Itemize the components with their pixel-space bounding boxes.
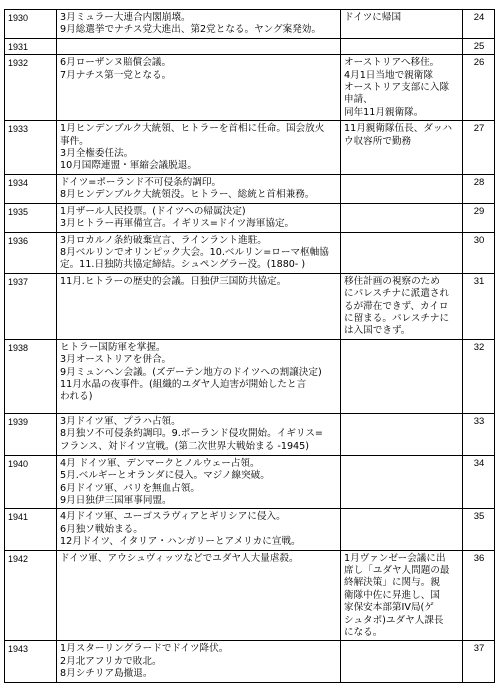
- note-line: オーストリアへ移住。: [344, 57, 440, 69]
- event-line: ドイツ軍、アウシュヴィッツなどでユダヤ人大量虐殺。: [60, 552, 299, 564]
- events-cell: [57, 413, 341, 455]
- note-cell: [341, 38, 463, 54]
- page-number-cell: 36: [463, 550, 495, 641]
- event-line: ドイツ=ポーランド不可侵条約調印。: [60, 176, 222, 188]
- events-cell: [57, 509, 341, 550]
- page-number-cell: 24: [463, 10, 495, 39]
- events-cell: [57, 10, 341, 39]
- page-number-cell: 35: [463, 509, 495, 550]
- page-number-cell: 33: [463, 413, 495, 455]
- note-cell: [341, 550, 463, 641]
- note-line: オーストリア支部に入隊: [344, 82, 450, 94]
- note-cell: [341, 232, 463, 273]
- event-line: 4月ドイツ軍、ユーゴスラヴィアとギリシアに侵入。: [60, 511, 286, 523]
- note-line: 1月ヴァンゼー会議に出: [344, 552, 446, 564]
- events-cell: [57, 232, 341, 273]
- events-cell: [57, 121, 341, 175]
- note-line: シュタポ)ユダヤ人課長: [344, 614, 444, 626]
- note-line: ウ収容所で勤務: [344, 135, 412, 147]
- event-line: 8月独ソ不可侵条約調印。9.ポーランド侵攻開始。イギリス=: [60, 428, 323, 440]
- event-line: 3月ロカルノ条約破棄宣言、ラインラント進駐。: [60, 234, 267, 246]
- note-line: 衛隊中佐に昇進し、国: [344, 589, 440, 601]
- note-cell: [341, 509, 463, 550]
- year-cell: 1938: [5, 339, 57, 413]
- event-line: 5月.ベルギーとオランダに侵入。マジノ線突破。: [60, 470, 270, 482]
- note-line: るが滞在できず、カイロ: [344, 300, 449, 312]
- note-cell: [341, 641, 463, 682]
- events-cell: [57, 455, 341, 509]
- year-cell: 1940: [5, 455, 57, 509]
- event-line: 9月総選挙でナチス党大進出、第2党となる。ヤング案発効。: [60, 24, 321, 36]
- table-row: [5, 203, 495, 232]
- year-cell: 1934: [5, 174, 57, 203]
- note-line: 申請、: [344, 94, 373, 106]
- page-number-cell: 32: [463, 339, 495, 413]
- note-cell: [341, 55, 463, 121]
- table-row: [5, 455, 495, 509]
- page-number-cell: 27: [463, 121, 495, 175]
- year-cell: 1942: [5, 550, 57, 641]
- note-line: になる。: [344, 627, 383, 639]
- event-line: 9月ミュンヘン会議。(ズデーテン地方のドイツへの割譲決定): [60, 366, 322, 378]
- events-cell: [57, 174, 341, 203]
- page-number-cell: 31: [463, 273, 495, 339]
- event-line: 11月水晶の夜事件。(組織的ユダヤ人迫害が開始したと言: [60, 378, 307, 390]
- note-line: は入国できず。: [344, 325, 411, 337]
- chronology-table: [4, 9, 495, 683]
- table-row: [5, 550, 495, 641]
- year-cell: 1936: [5, 232, 57, 273]
- events-cell: [57, 55, 341, 121]
- event-line: 6月独ソ戦始まる。: [60, 523, 143, 535]
- year-cell: 1943: [5, 641, 57, 682]
- note-line: 移住計画の視察のため: [344, 275, 440, 287]
- event-line: 9月日独伊三国軍事同盟。: [60, 494, 172, 506]
- note-line: 4月1日当地で親衛隊: [344, 69, 433, 81]
- note-cell: [341, 10, 463, 39]
- year-cell: 1935: [5, 203, 57, 232]
- note-cell: [341, 273, 463, 339]
- page-number-cell: 30: [463, 232, 495, 273]
- year-cell: 1931: [5, 38, 57, 54]
- event-line: 3月ヒトラー再軍備宣言。イギリス=ドイツ海軍協定。: [60, 218, 295, 230]
- note-line: 11月親衛隊伍長、ダッハ: [344, 123, 453, 135]
- event-line: ヒトラー国防軍を掌握。: [60, 341, 166, 353]
- events-cell: [57, 641, 341, 682]
- table-row: [5, 174, 495, 203]
- event-line: 1月ヒンデンブルク大統領、ヒトラーを首相に任命。国会放火: [60, 123, 325, 135]
- table-row: [5, 232, 495, 273]
- note-line: ドイツに帰国: [344, 12, 402, 23]
- year-cell: 1941: [5, 509, 57, 550]
- year-cell: 1937: [5, 273, 57, 339]
- event-line: 3月ミュラー大連合内閣崩壊。: [60, 12, 191, 23]
- events-cell: [57, 339, 341, 413]
- event-line: フランス、対ドイツ宣戦。(第二次世界大戦始まる -1945): [60, 440, 309, 452]
- note-cell: [341, 339, 463, 413]
- year-cell: 1930: [5, 10, 57, 39]
- event-line: 3月全権委任法。: [60, 148, 134, 160]
- page-number-cell: 25: [463, 38, 495, 54]
- event-line: 2月北アフリカで敗北。: [60, 655, 162, 667]
- page-number-cell: 28: [463, 174, 495, 203]
- event-line: 11月.ヒトラーの歴史的会議。日独伊三国防共協定。: [60, 275, 287, 287]
- event-line: 10月国際連盟・軍縮会議脱退。: [60, 160, 197, 172]
- event-line: 4月 ドイツ軍、デンマークとノルウェー占領。: [60, 457, 260, 469]
- event-line: われる): [60, 391, 93, 403]
- event-line: 8月ベルリンでオリンピック大会。10.ベルリン=ローマ枢軸協: [60, 246, 329, 258]
- page-number-cell: 37: [463, 641, 495, 682]
- table-row: [5, 339, 495, 413]
- note-cell: [341, 121, 463, 175]
- table-row: [5, 509, 495, 550]
- events-cell: [57, 273, 341, 339]
- table-row: [5, 55, 495, 121]
- note-line: 終解決策」に関与。親: [344, 577, 440, 589]
- event-line: 3月オーストリアを併合。: [60, 354, 172, 366]
- table-row: [5, 273, 495, 339]
- note-cell: [341, 455, 463, 509]
- note-line: 同年11月親衛隊。: [344, 106, 424, 118]
- year-cell: 1933: [5, 121, 57, 175]
- event-line: 6月ローザンヌ賠償会議。: [60, 57, 172, 69]
- event-line: 事件。: [60, 135, 89, 147]
- note-cell: [341, 413, 463, 455]
- page-number-cell: 29: [463, 203, 495, 232]
- table-row: [5, 10, 495, 39]
- note-line: に留まる。パレスチナに: [344, 312, 450, 324]
- events-cell: [57, 550, 341, 641]
- page-number-cell: 34: [463, 455, 495, 509]
- table-row: [5, 413, 495, 455]
- note-line: 席し「ユダヤ人問題の最: [344, 565, 450, 576]
- page-number-cell: 26: [463, 55, 495, 121]
- note-line: にパレスチナに派遣され: [344, 288, 450, 300]
- event-line: 1月ザール人民投票。(ドイツへの帰属決定): [60, 205, 246, 217]
- year-cell: 1932: [5, 55, 57, 121]
- table-row: [5, 121, 495, 175]
- event-line: 12月ドイツ、イタリア・ハンガリーとアメリカに宣戦。: [60, 536, 301, 548]
- event-line: 1月スターリングラードでドイツ降伏。: [60, 643, 229, 655]
- events-cell: [57, 203, 341, 232]
- year-cell: 1939: [5, 413, 57, 455]
- event-line: 8月ヒンデンブルク大統領没。ヒトラー、総統と首相兼務。: [60, 189, 315, 201]
- event-line: 8月シチリア島撤退。: [60, 668, 153, 680]
- chronology-table-body: [5, 10, 495, 683]
- event-line: 定。11.日独防共協定締結。シュペングラー没。(1880- ): [60, 259, 306, 271]
- events-cell: [57, 38, 341, 54]
- event-line: 7月ナチス第一党となる。: [60, 69, 172, 81]
- table-row: [5, 38, 495, 54]
- note-cell: [341, 203, 463, 232]
- event-line: 3月ドイツ軍、プラハ占領。: [60, 415, 181, 427]
- event-line: 6月ドイツ軍、パリを無血占領。: [60, 482, 200, 494]
- note-line: 家保安本部第IV局(ゲ: [344, 602, 434, 614]
- table-row: [5, 641, 495, 682]
- note-cell: [341, 174, 463, 203]
